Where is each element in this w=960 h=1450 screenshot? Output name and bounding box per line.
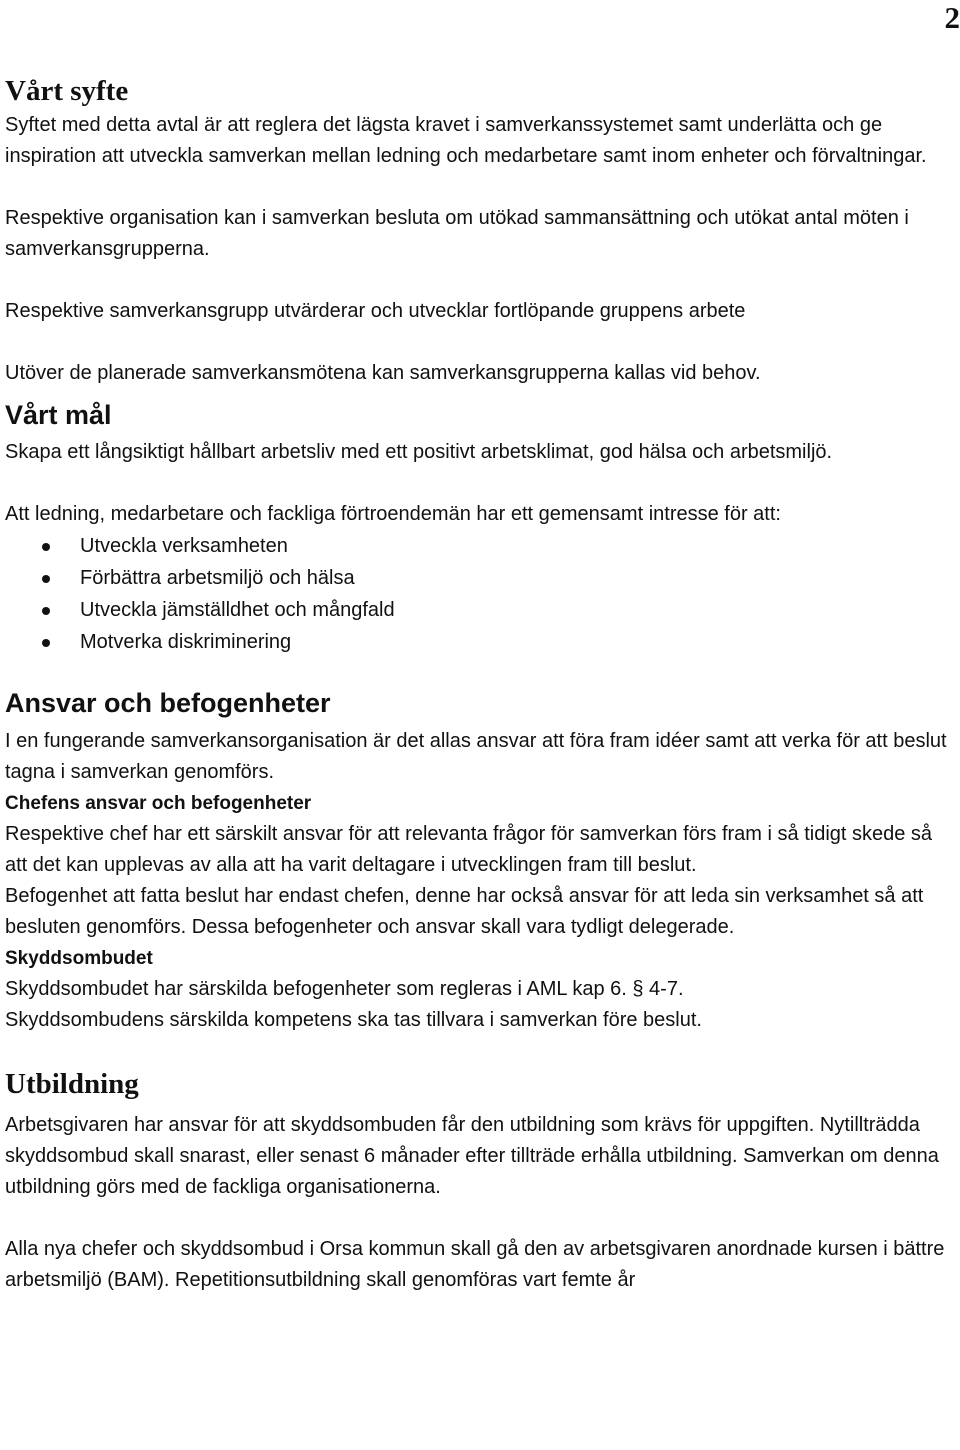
heading-skyddsombudet: Skyddsombudet: [5, 948, 153, 969]
bullet-icon: [42, 639, 50, 647]
paragraph-mal-1: Skapa ett långsiktigt hållbart arbetsliv med ett positivt arbetsklimat, god hälsa och arbetsmiljö.: [5, 441, 833, 463]
bullet-list: [5, 530, 957, 658]
bullet-icon: [42, 575, 50, 583]
heading-mal: Vårt mål: [5, 400, 112, 430]
section-syfte: [5, 72, 957, 389]
paragraph-skydd-1: Skyddsombudet har särskilda befogenheter som regleras i AML kap 6. § 4-7.: [5, 978, 684, 1000]
paragraph-mal-2: Att ledning, medarbetare och fackliga förtroendemän har ett gemensamt intresse för att:: [5, 503, 781, 525]
paragraph-ansvar-1: I en fungerande samverkansorganisation är det allas ansvar att föra fram idéer samt att verka för att beslut tagna i samverkan genomförs.: [5, 730, 947, 783]
section-mal: [5, 397, 957, 658]
section-utbildning: [5, 1064, 957, 1296]
paragraph-utbildning-1: Arbetsgivaren har ansvar för att skyddsombuden får den utbildning som krävs för uppgiften. Nytillträdda skyddsombud skall snarast, eller senast 6 månader efter tillträde erhålla utbildning. Samverkan om denna utbildning görs med de fackliga organisationerna.: [5, 1114, 939, 1198]
bullet-icon: [42, 607, 50, 615]
list-item: [5, 562, 957, 594]
heading-syfte: Vårt syfte: [5, 75, 129, 107]
heading-utbildning: Utbildning: [5, 1068, 139, 1100]
paragraph-syfte-4: Utöver de planerade samverkansmötena kan samverkansgrupperna kallas vid behov.: [5, 362, 761, 384]
document-body: [5, 72, 957, 1296]
page-number: 2: [944, 0, 960, 35]
list-item-text: Utveckla jämställdhet och mångfald: [80, 599, 395, 621]
heading-ansvar: Ansvar och befogenheter: [5, 688, 331, 718]
paragraph-syfte-1: Syftet med detta avtal är att reglera det lägsta kravet i samverkanssystemet samt underlätta och ge inspiration att utveckla samverkan mellan ledning och medarbetare samt inom enheter och förvaltningar.: [5, 114, 927, 167]
section-ansvar: [5, 686, 957, 1036]
paragraph-skydd-2: Skyddsombudens särskilda kompetens ska tas tillvara i samverkan före beslut.: [5, 1009, 702, 1031]
list-item-text: Förbättra arbetsmiljö och hälsa: [80, 567, 355, 589]
list-item-text: Motverka diskriminering: [80, 631, 292, 653]
paragraph-utbildning-2: Alla nya chefer och skyddsombud i Orsa kommun skall gå den av arbetsgivaren anordnade kursen i bättre arbetsmiljö (BAM). Repetitionsutbildning skall genomföras vart femte år: [5, 1238, 945, 1291]
paragraph-chef-1: Respektive chef har ett särskilt ansvar för att relevanta frågor för samverkan förs fram i så tidigt skede så att det kan upplevas av alla att ha varit deltagare i utvecklingen fram till beslut.: [5, 823, 933, 876]
paragraph-chef-2: Befogenhet att fatta beslut har endast chefen, denne har också ansvar för att leda sin verksamhet så att besluten genomförs. Dessa befogenheter och ansvar skall vara tydligt delegerade.: [5, 885, 924, 938]
list-item: [5, 594, 957, 626]
list-item-text: Utveckla verksamheten: [80, 535, 288, 557]
bullet-icon: [42, 543, 50, 551]
paragraph-syfte-2: Respektive organisation kan i samverkan besluta om utökad sammansättning och utökat antal möten i samverkansgrupperna.: [5, 207, 909, 260]
paragraph-syfte-3: Respektive samverkansgrupp utvärderar och utvecklar fortlöpande gruppens arbete: [5, 300, 746, 322]
list-item: [5, 626, 957, 658]
list-item: [5, 530, 957, 562]
heading-chefens-ansvar: Chefens ansvar och befogenheter: [5, 793, 312, 814]
